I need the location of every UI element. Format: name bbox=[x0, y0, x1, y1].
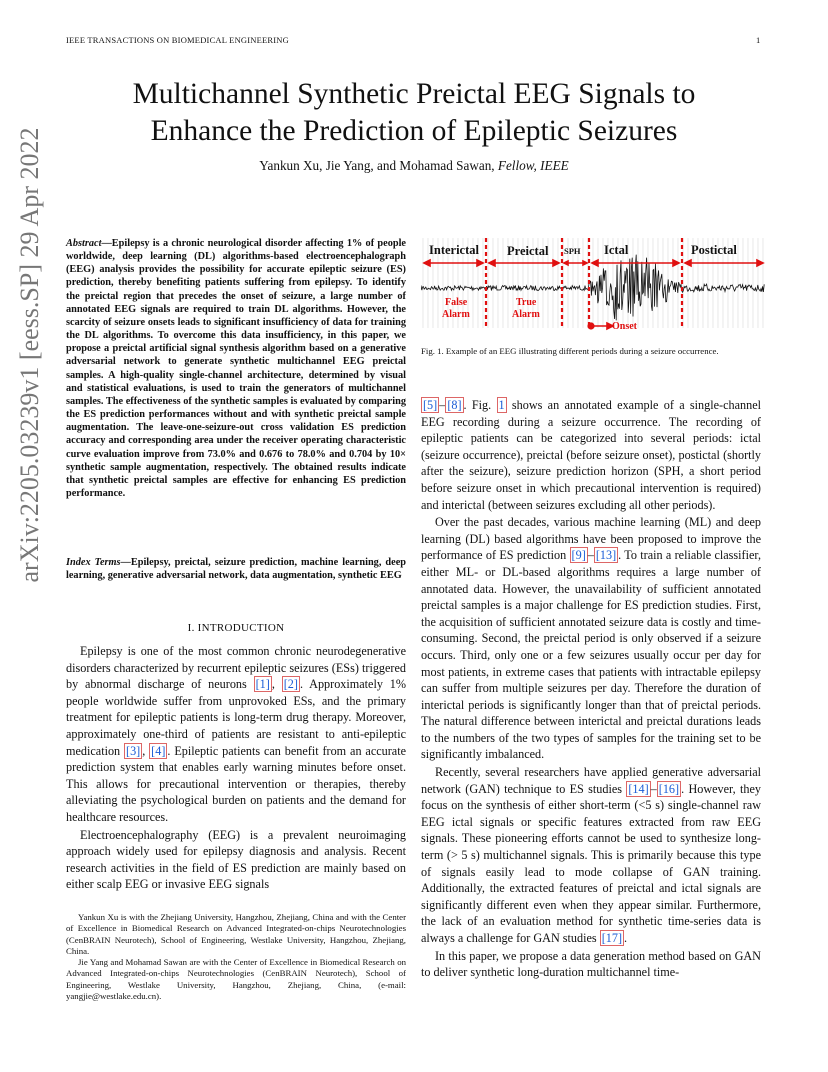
author-fellow: Fellow, IEEE bbox=[497, 158, 569, 173]
abstract-text: —Epilepsy is a chronic neurological disorder affecting 1% of people worldwide, deep learning (DL) algorithms-based electroencephalograph (EEG) analysis provides the possibility for accurate epileptic seizure (ES) prediction, thereby benefiting patients suffering from epilepsy. To identify the preictal region that precedes the onset of seizure, a large number of annotated EEG signals are required to train DL algorithms. However, the scarcity of seizure onsets leads to significant insufficiency of data for training the DL algorithms. To overcome this data insufficiency, in this paper, we propose a preictal artificial signal synthesis algorithm based on a generative adversarial network to generate synthetic multichannel EEG preictal samples. A high-quality single-channel architecture, determined by visual and statistical evaluations, is used to train the generators of multichannel samples. The effectiveness of the synthetic samples is evaluated by comparing the ES prediction performances without and with synthetic preictal sample augmentation. The leave-one-seizure-out cross validation ES prediction accuracy and corresponding area under the receiver operating characteristic curve evaluation improve from 73.0% and 0.676 to 78.0% and 0.704 by 10× synthetic sample augmentation, respectively. The obtained results indicate that synthetic preictal samples are effective for enhancing ES prediction performance. bbox=[66, 238, 406, 499]
citation-link[interactable]: [3] bbox=[126, 743, 141, 758]
text-run: . Fig. bbox=[463, 398, 497, 412]
title-line-2: Enhance the Prediction of Epileptic Seizures bbox=[150, 115, 678, 147]
citation-link[interactable]: [2] bbox=[283, 677, 298, 692]
text-run: . Approximately 1% people worldwide suffer from unprovoked ESs, and the primary treatment for epileptic patients is long-term drug therapy. Moreover, approximately one-third of patients are resistant to anti-epileptic medication bbox=[66, 677, 407, 758]
right-paragraph-2 bbox=[421, 514, 761, 763]
text-run: . To train a reliable classifier, either ML- or DL-based algorithms requires a large number of annotated data. However, the unavailability of sufficient annotated preictal samples is a major challenge for ES prediction studies. First, the acquisition of sufficient annotated seizure data is costly and time-consuming. Second, the preictal period is only observed if a seizure occurs. Third, only one or a few seizures usually occur per day for most patients, in extreme cases that patients with intractable epilepsy can suffer from multiple seizures per day. Therefore the duration of interictal periods is significantly longer than that of preictal periods. The natural difference between interictal and preictal durations leads to the numbers of the two types of samples for the training set to be significantly imbalanced. bbox=[421, 548, 761, 762]
label-postictal: Postictal bbox=[691, 243, 737, 257]
intro-paragraph-2: Electroencephalography (EEG) is a prevalent neuroimaging approach widely used for epilepsy diagnosis and analysis. Recent research activities in the field of ES prediction are mainly based on either scalp EEG or invasive EEG signals bbox=[66, 827, 406, 892]
citation-link[interactable]: [14] bbox=[628, 781, 649, 796]
citation-link[interactable]: [8] bbox=[447, 398, 462, 412]
right-paragraph-1 bbox=[421, 397, 761, 513]
citation-link[interactable]: [1] bbox=[255, 677, 270, 692]
figure-link[interactable]: 1 bbox=[498, 398, 505, 412]
abstract-lead: Abstract bbox=[66, 238, 102, 249]
text-run: . However, they focus on the synthesis of either short-term (<5 s) single-channel raw EEG ictal signals or specific features extracted from raw EEG signals. These pioneering efforts cannot be used to synthesize long-term (> 5 s) multichannel signals. This is primarily because this type of signals easily lead to mode collapse of GAN training. Additionally, the extracted features of preictal and ictal signals are significantly different even when they appear similar. Furthermore, the lack of an evaluation method for synthetic time-series data is always a challenge for GAN studies bbox=[421, 781, 761, 945]
citation-link[interactable]: [5] bbox=[423, 398, 438, 412]
label-false-alarm-2: Alarm bbox=[442, 309, 470, 320]
text-run: , bbox=[142, 743, 150, 758]
text-run: shows an annotated example of a single-channel EEG recording during a seizure occurrence. The recording of epileptic patients can be categorized into several periods: ictal (seizure occurrence), preictal (before seizure onset), postictal (shortly after the seizure), seizure prediction horizon (SPH, a short period before seizure onset in which precautional intervention is required) and interictal (between seizures excluding all other periods). bbox=[421, 398, 761, 512]
period-arrows bbox=[424, 260, 763, 329]
left-column-body bbox=[66, 643, 406, 893]
text-run: , bbox=[271, 677, 282, 692]
citation-link[interactable]: [9] bbox=[571, 548, 586, 563]
index-terms bbox=[66, 556, 406, 582]
label-interictal: Interictal bbox=[429, 243, 479, 257]
arxiv-stamp: arXiv:2205.03239v1 [eess.SP] 29 Apr 2022 bbox=[15, 127, 44, 583]
right-column-body bbox=[421, 397, 761, 981]
label-ictal: Ictal bbox=[604, 243, 629, 257]
label-false-alarm-1: False bbox=[445, 297, 468, 308]
label-preictal: Preictal bbox=[507, 244, 549, 258]
label-sph: SPH bbox=[564, 246, 581, 256]
text-run: . Epileptic patients can benefit from an accurate prediction system that enables early warning minutes before onset. This allows for precautional intervention or therapies, thereby alleviating the psychological burden on patients and the demand for healthcare resources. bbox=[66, 743, 406, 824]
footnote-1: Yankun Xu is with the Zhejiang University, Hangzhou, Zhejiang, China and with the Center of Excellence in Biomedical Research on Advanced Integrated-on-chips Neurotechnologies (CenBRAIN Neurotech), School of Engineering, Westlake University, Hangzhou, Zhejiang, China. bbox=[66, 912, 406, 956]
text-run: Over the past decades, various machine learning (ML) and deep learning (DL) based algorithms have been proposed to improve the performance of ES prediction bbox=[421, 515, 761, 563]
label-true-alarm-2: Alarm bbox=[512, 309, 540, 320]
author-list bbox=[60, 158, 768, 174]
index-terms-lead: Index Terms bbox=[66, 557, 121, 568]
text-run: . bbox=[624, 931, 628, 945]
title-line-1: Multichannel Synthetic Preictal EEG Signals to bbox=[132, 78, 696, 110]
footnote-2: Jie Yang and Mohamad Sawan are with the Center of Excellence in Biomedical Research on Advanced Integrated-on-chips Neurotechnologies (CenBRAIN Neurotech), School of Engineering, Westlake University, Hangzhou, Zhejiang, China, (e-mail: yangjie@westlake.edu.cn). bbox=[66, 957, 406, 1002]
author-names: Yankun Xu, Jie Yang, and Mohamad Sawan, bbox=[259, 158, 498, 173]
text-run: Recently, several researchers have applied generative adversarial network (GAN) technique to ES studies bbox=[421, 765, 761, 796]
citation-link[interactable]: [17] bbox=[601, 931, 623, 945]
index-terms-text: —Epilepsy, preictal, seizure prediction, machine learning, deep learning, generative adversarial network, data augmentation, synthetic EEG bbox=[66, 557, 406, 582]
page-number: 1 bbox=[756, 35, 761, 45]
affiliation-footnotes bbox=[66, 912, 406, 1002]
text-run: Epilepsy is one of the most common chronic neurodegenerative disorders characterized by recurrent epileptic seizures (ESs) triggered by abnormal discharge of neurons bbox=[66, 644, 406, 692]
figure-eeg-periods bbox=[421, 236, 765, 340]
text-run: – bbox=[587, 548, 594, 563]
figure-caption: Fig. 1. Example of an EEG illustrating different periods during a seizure occurrence. bbox=[421, 346, 719, 356]
label-true-alarm-1: True bbox=[516, 297, 537, 308]
section-heading-introduction: I. INTRODUCTION bbox=[187, 622, 285, 634]
right-paragraph-4: In this paper, we propose a data generation method based on GAN to deliver synthetic long-duration multichannel time- bbox=[421, 948, 761, 980]
label-onset: Onset bbox=[612, 321, 637, 332]
text-run: – bbox=[650, 781, 657, 796]
paper-title bbox=[60, 76, 768, 150]
text-run: – bbox=[439, 398, 446, 412]
right-paragraph-3 bbox=[421, 764, 761, 947]
abstract bbox=[66, 237, 406, 500]
running-header: IEEE TRANSACTIONS ON BIOMEDICAL ENGINEERING bbox=[66, 35, 289, 45]
citation-link[interactable]: [16] bbox=[658, 781, 680, 796]
intro-paragraph-1 bbox=[66, 643, 406, 826]
citation-link[interactable]: [4] bbox=[151, 743, 166, 758]
citation-link[interactable]: [13] bbox=[595, 548, 617, 563]
